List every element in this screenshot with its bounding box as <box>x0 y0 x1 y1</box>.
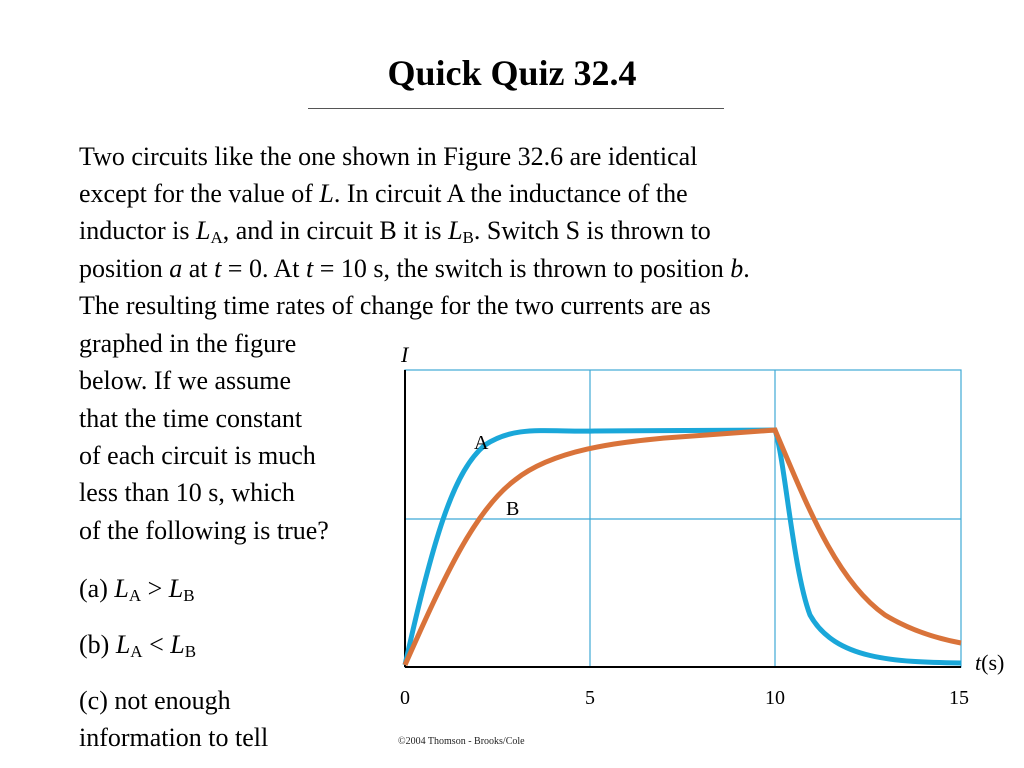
curve-a <box>405 430 961 665</box>
y-axis-label: I <box>401 342 409 367</box>
question-line-4 <box>79 250 750 288</box>
question-line-2 <box>79 175 688 213</box>
question-line-5: The resulting time rates of change for the two currents are as <box>79 291 711 320</box>
option-b <box>79 626 196 664</box>
operator-less: < <box>142 630 171 659</box>
curve-a-label: A <box>474 432 489 454</box>
question-line-6: graphed in the figure <box>79 329 297 358</box>
option-c-line-1: (c) not enough <box>79 686 231 715</box>
text-run: inductor is <box>79 216 196 245</box>
text-run: except for the value of <box>79 179 320 208</box>
x-tick-5: 5 <box>585 687 595 709</box>
curve-b <box>405 430 961 665</box>
current-vs-time-graph <box>365 330 1024 760</box>
text-run: at <box>182 254 215 283</box>
x-tick-10: 10 <box>765 687 785 709</box>
question-line-1: Two circuits like the one shown in Figure 32.6 are identical <box>79 142 698 171</box>
symbol-t: t <box>306 254 314 283</box>
slide-title: Quick Quiz 32.4 <box>387 53 637 93</box>
operator-greater: > <box>141 574 169 603</box>
symbol-t: t <box>214 254 222 283</box>
subscript-A: A <box>210 228 223 247</box>
question-line-8: that the time constant <box>79 404 303 433</box>
subscript-A: A <box>130 642 143 661</box>
symbol-L: L <box>115 630 131 659</box>
text-run: = 10 s, the switch is thrown to position <box>313 254 731 283</box>
subscript-B: B <box>183 586 195 605</box>
symbol-L: L <box>196 216 211 245</box>
text-run: , and in circuit B it is <box>222 216 449 245</box>
question-line-3 <box>79 212 711 250</box>
symbol-L: L <box>114 574 129 603</box>
symbol-b: b <box>730 254 744 283</box>
symbol-L: L <box>319 179 334 208</box>
copyright-notice: ©2004 Thomson - Brooks/Cole <box>398 736 525 747</box>
text-run: . <box>743 254 750 283</box>
x-tick-15: 15 <box>949 687 969 709</box>
option-prefix: (a) <box>79 574 115 603</box>
option-a <box>79 570 195 608</box>
subscript-B: B <box>462 228 474 247</box>
text-run: = 0. At <box>221 254 307 283</box>
option-c-line-2: information to tell <box>79 723 269 752</box>
symbol-L: L <box>170 630 185 659</box>
text-run: . Switch S is thrown to <box>473 216 711 245</box>
symbol-L: L <box>168 574 184 603</box>
text-run: position <box>79 254 170 283</box>
title-divider <box>308 108 724 109</box>
question-line-11: of the following is true? <box>79 516 329 545</box>
text-run: . In circuit A the inductance of the <box>333 179 688 208</box>
curve-b-label: B <box>506 498 520 520</box>
question-line-7: below. If we assume <box>79 366 292 395</box>
option-prefix: (b) <box>79 630 116 659</box>
question-line-10: less than 10 s, which <box>79 478 295 507</box>
symbol-L: L <box>448 216 463 245</box>
subscript-B: B <box>184 642 197 661</box>
symbol-a: a <box>169 254 183 283</box>
subscript-A: A <box>128 586 142 605</box>
question-line-9: of each circuit is much <box>79 441 316 470</box>
x-tick-0: 0 <box>400 687 410 709</box>
x-axis-label: t(s) <box>975 650 1005 675</box>
